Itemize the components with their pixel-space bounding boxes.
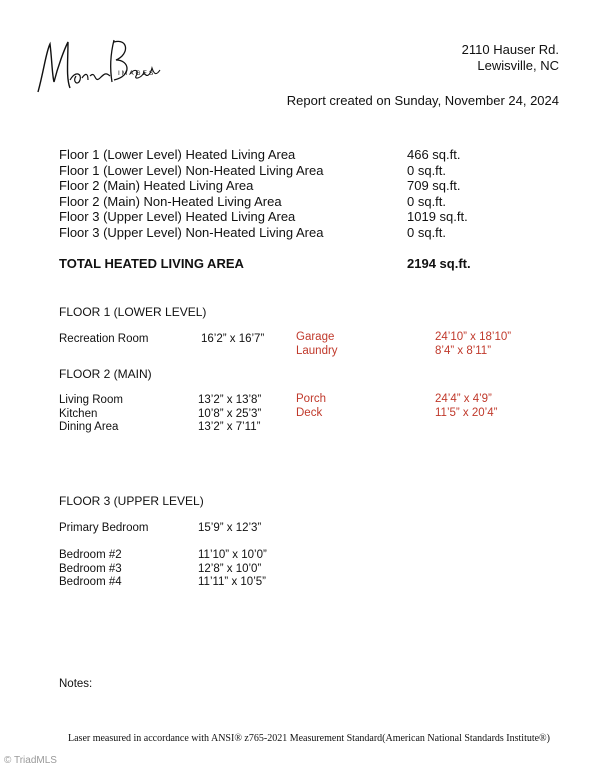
room-name: Primary Bedroom (59, 522, 149, 534)
area-value: 1019 sq.ft. (407, 209, 468, 224)
room-dims: 10’8” x 25’3” (198, 407, 262, 420)
company-logo (30, 30, 170, 102)
address-line-1: 2110 Hauser Rd. (461, 42, 559, 57)
room-dims: 13’2” x 13’8” (198, 394, 262, 406)
non-heated-name: Deck (296, 406, 323, 419)
room-name: Recreation Room (59, 333, 149, 345)
area-label: Floor 3 (Upper Level) Heated Living Area (59, 209, 296, 224)
non-heated-dims: 8’4” x 8’11” (435, 345, 492, 357)
room-name: Kitchen (59, 407, 98, 420)
area-value: 0 sq.ft. (407, 224, 447, 240)
room-name: Dining Area (59, 421, 119, 433)
measurement-standard-footer: Laser measured in accordance with ANSI® z765-2021 Measurement Standard(American National Standards Institute®) (68, 733, 550, 744)
non-heated-dims: 24’10” x 18’10” (435, 331, 512, 343)
room-dims: 11’11” x 10’5” (198, 576, 266, 588)
non-heated-name: Laundry (296, 345, 338, 357)
room-dims: 12’8” x 10’0” (198, 562, 262, 575)
room-name: Bedroom #4 (59, 576, 122, 588)
total-value: 2194 sq.ft. (407, 256, 471, 271)
area-value: 0 sq.ft. (407, 193, 447, 209)
non-heated-dims: 11’5” x 20’4” (435, 406, 498, 419)
area-label: Floor 1 (Lower Level) Non-Heated Living Area (59, 162, 324, 178)
room-dims: 15’9” x 12’3” (198, 522, 262, 534)
area-label: Floor 1 (Lower Level) Heated Living Area (59, 147, 296, 162)
room-dims: 16’2” x 16’7” (201, 333, 265, 345)
non-heated-name: Garage (296, 331, 335, 343)
non-heated-name: Porch (296, 393, 327, 405)
mls-watermark: © TriadMLS (4, 755, 57, 766)
notes-label: Notes: (59, 678, 93, 690)
address-line-2: Lewisville, NC (477, 58, 559, 73)
room-name: Living Room (59, 394, 123, 406)
logo-subtitle: IMAGES (118, 70, 156, 77)
room-dims: 11’10” x 10’0” (198, 549, 267, 561)
area-label: Floor 2 (Main) Heated Living Area (59, 178, 254, 193)
floor1-title: FLOOR 1 (LOWER LEVEL) (59, 305, 207, 319)
floor3-title: FLOOR 3 (UPPER LEVEL) (59, 494, 204, 508)
area-label: Floor 3 (Upper Level) Non-Heated Living Area (59, 224, 324, 240)
report-date: Report created on Sunday, November 24, 2024 (286, 93, 559, 108)
room-dims: 13’2” x 7’11” (198, 421, 261, 433)
total-label: TOTAL HEATED LIVING AREA (59, 256, 244, 271)
area-value: 0 sq.ft. (407, 162, 447, 178)
room-name: Bedroom #2 (59, 549, 122, 561)
room-name: Bedroom #3 (59, 562, 122, 575)
area-value: 709 sq.ft. (407, 178, 461, 193)
floor2-title: FLOOR 2 (MAIN) (59, 367, 152, 381)
non-heated-dims: 24’4” x 4’9” (435, 393, 492, 405)
signature-logo-graphic (30, 30, 170, 102)
area-value: 466 sq.ft. (407, 147, 461, 162)
area-label: Floor 2 (Main) Non-Heated Living Area (59, 193, 282, 209)
